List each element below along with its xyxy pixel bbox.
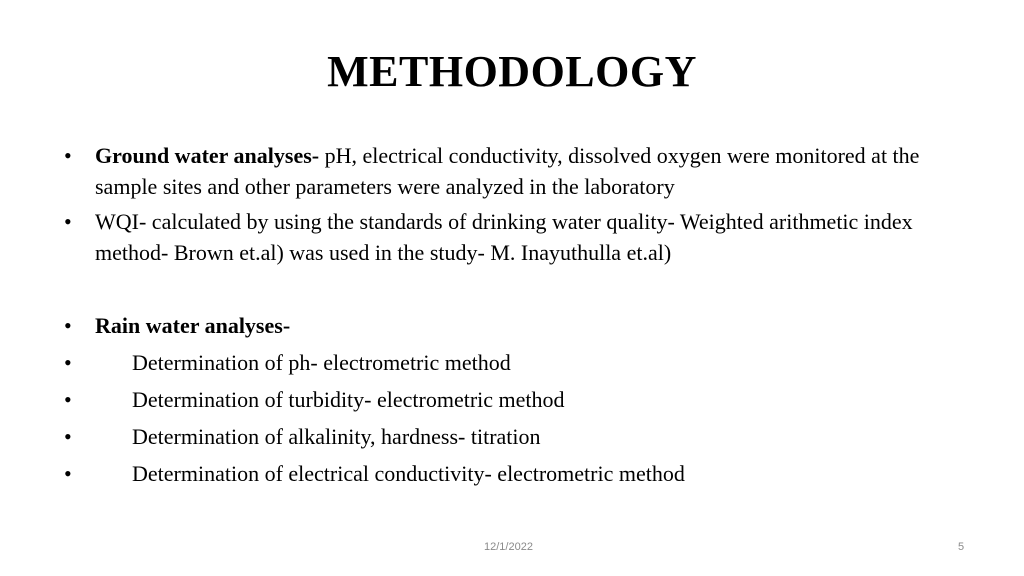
bullet-marker: • (64, 387, 72, 412)
list-item (64, 310, 964, 341)
list-item (64, 421, 964, 452)
bullet-text: Determination of electrical conductivity- electrometric method (132, 461, 685, 486)
bullet-heading: Rain water analyses- (95, 313, 291, 338)
bullet-marker: • (64, 209, 72, 234)
page-title: METHODOLOGY (327, 47, 697, 96)
bullet-marker: • (64, 350, 72, 375)
bullet-text: Determination of alkalinity, hardness- titration (132, 424, 541, 449)
footer-date: 12/1/2022 (484, 541, 533, 553)
bullet-heading: Ground water analyses- (95, 143, 320, 168)
bullet-marker: • (64, 313, 72, 338)
bullet-marker: • (64, 424, 72, 449)
list-item (64, 206, 964, 268)
list-item (64, 140, 964, 202)
bullet-marker: • (64, 461, 72, 486)
bullet-text: WQI- calculated by using the standards of drinking water quality- Weighted arithmetic index method- Brown et.al) was used in the study- M. Inayuthulla et.al) (95, 209, 913, 265)
slide-number: 5 (958, 541, 965, 553)
list-item (64, 384, 964, 415)
bullet-text: Determination of turbidity- electrometric method (132, 387, 565, 412)
list-item (64, 458, 964, 489)
bullet-text: pH, electrical conductivity, dissolved oxygen were monitored at the sample sites and other parameters were analyzed in the laboratory (95, 143, 920, 199)
list-item (64, 347, 964, 378)
bullet-marker: • (64, 143, 72, 168)
bullet-text: Determination of ph- electrometric method (132, 350, 511, 375)
